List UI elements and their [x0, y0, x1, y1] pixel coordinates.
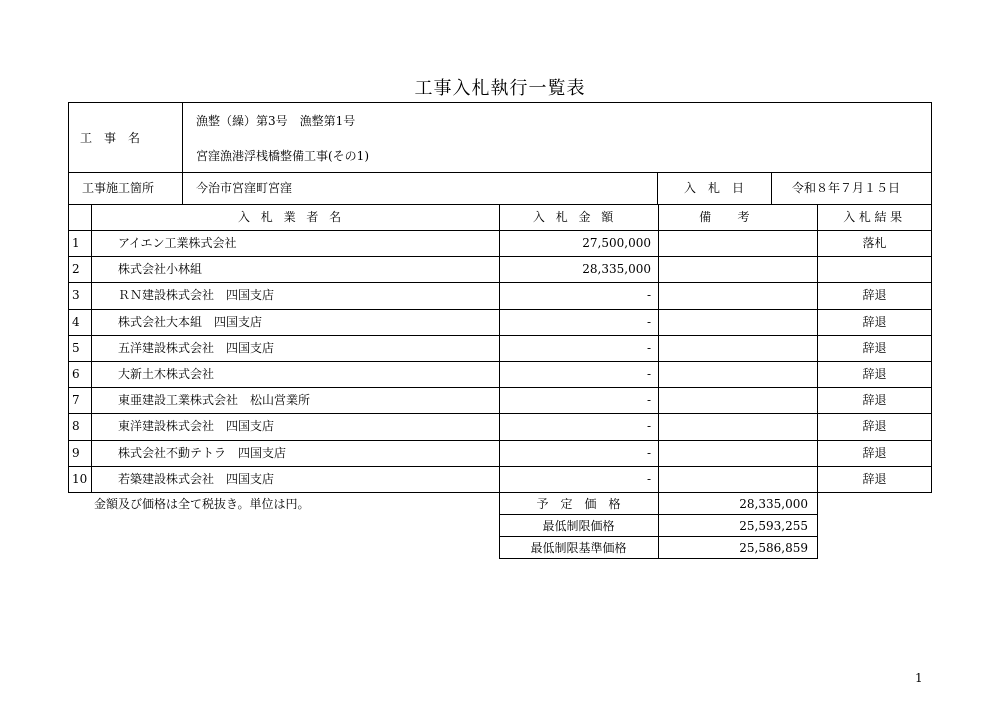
- row-number: 7: [72, 393, 80, 408]
- bid-amount: -: [646, 367, 651, 381]
- row-number: 10: [72, 471, 88, 486]
- header-divider: [771, 172, 772, 205]
- bid-result: 辞退: [862, 393, 887, 408]
- kouji-mei-line2: 宮窪漁港浮桟橋整備工事(その1): [196, 149, 369, 163]
- nyusatsubi-label: 入 札 日: [683, 181, 744, 195]
- row-divider: [68, 413, 932, 414]
- bid-amount: 27,500,000: [582, 236, 651, 250]
- kouji-mei-line1: 漁整（繰）第3号 漁整第1号: [196, 114, 356, 128]
- summary-row-divider: [499, 536, 818, 537]
- bid-result: 落札: [862, 236, 887, 250]
- summary-value-kijun: 25,586,859: [739, 541, 808, 555]
- header-row-divider: [68, 172, 932, 173]
- bid-result: 辞退: [862, 367, 887, 381]
- bid-amount: -: [646, 419, 651, 434]
- row-number: 9: [72, 445, 80, 460]
- row-divider: [68, 387, 932, 388]
- row-divider: [68, 282, 932, 283]
- basho-value: 今治市宮窪町宮窪: [196, 181, 293, 195]
- row-divider: [68, 230, 932, 231]
- bid-result: 辞退: [862, 288, 887, 303]
- bidder-name: 大新土木株式会社: [118, 367, 215, 381]
- row-number: 8: [72, 419, 80, 434]
- bid-amount: -: [646, 445, 651, 460]
- col-divider: [91, 204, 92, 493]
- bidder-name: 東亜建設工業株式会社 松山営業所: [118, 393, 311, 408]
- summary-label-saitei: 最低制限価格: [542, 519, 615, 533]
- col-header-amount: 入札金額: [532, 210, 625, 224]
- summary-row-divider: [499, 514, 818, 515]
- bid-result: 辞退: [862, 314, 887, 329]
- bid-amount: -: [646, 314, 651, 329]
- row-number: 3: [72, 288, 80, 303]
- bid-amount: -: [646, 471, 651, 486]
- bidder-name: 東洋建設株式会社 四国支店: [118, 419, 275, 434]
- col-header-note: 備考: [699, 210, 776, 224]
- summary-value-yotei: 28,335,000: [739, 497, 808, 511]
- bid-result: 辞退: [862, 445, 887, 460]
- col-header-bidder: 入札業者名: [237, 210, 352, 224]
- basho-label: 工事施工箇所: [82, 181, 155, 195]
- row-number: 4: [72, 314, 80, 329]
- bid-amount: -: [646, 393, 651, 408]
- bidder-name: 若築建設株式会社 四国支店: [118, 471, 275, 486]
- bidder-name: 株式会社小林組: [118, 262, 203, 277]
- row-number: 2: [72, 262, 80, 277]
- row-divider: [68, 256, 932, 257]
- row-divider: [68, 466, 932, 467]
- document-title: 工事入札執行一覧表: [414, 78, 586, 99]
- col-divider: [658, 204, 659, 493]
- summary-label-yotei: 予 定 価 格: [536, 497, 621, 511]
- bidder-name: 株式会社不動テトラ 四国支店: [118, 445, 287, 460]
- bidder-name: ＲＮ建設株式会社 四国支店: [118, 288, 275, 303]
- footnote: 金額及び価格は全て税抜き。単位は円。: [94, 497, 310, 511]
- row-divider: [68, 309, 932, 310]
- bid-result: 辞退: [862, 471, 887, 486]
- row-divider: [68, 335, 932, 336]
- nyusatsubi-value: 令和８年７月１５日: [792, 181, 901, 195]
- bid-result: 辞退: [862, 419, 887, 434]
- kouji-mei-label: 工 事 名: [80, 131, 141, 145]
- summary-label-kijun: 最低制限基準価格: [530, 541, 627, 555]
- header-divider: [182, 102, 183, 205]
- page-number: 1: [915, 671, 923, 685]
- bidder-name: アイエン工業株式会社: [118, 236, 237, 250]
- row-number: 6: [72, 367, 80, 381]
- row-number: 5: [72, 340, 80, 355]
- bid-amount: 28,335,000: [582, 262, 651, 277]
- bidder-name: 株式会社大本組 四国支店: [118, 314, 263, 329]
- row-number: 1: [72, 236, 80, 250]
- row-divider: [68, 361, 932, 362]
- bid-amount: -: [646, 288, 651, 303]
- bidder-name: 五洋建設株式会社 四国支店: [118, 340, 275, 355]
- row-divider: [68, 440, 932, 441]
- summary-value-saitei: 25,593,255: [739, 519, 808, 533]
- bid-result: 辞退: [862, 340, 887, 355]
- bid-amount: -: [646, 340, 651, 355]
- col-header-result: 入札結果: [843, 210, 906, 224]
